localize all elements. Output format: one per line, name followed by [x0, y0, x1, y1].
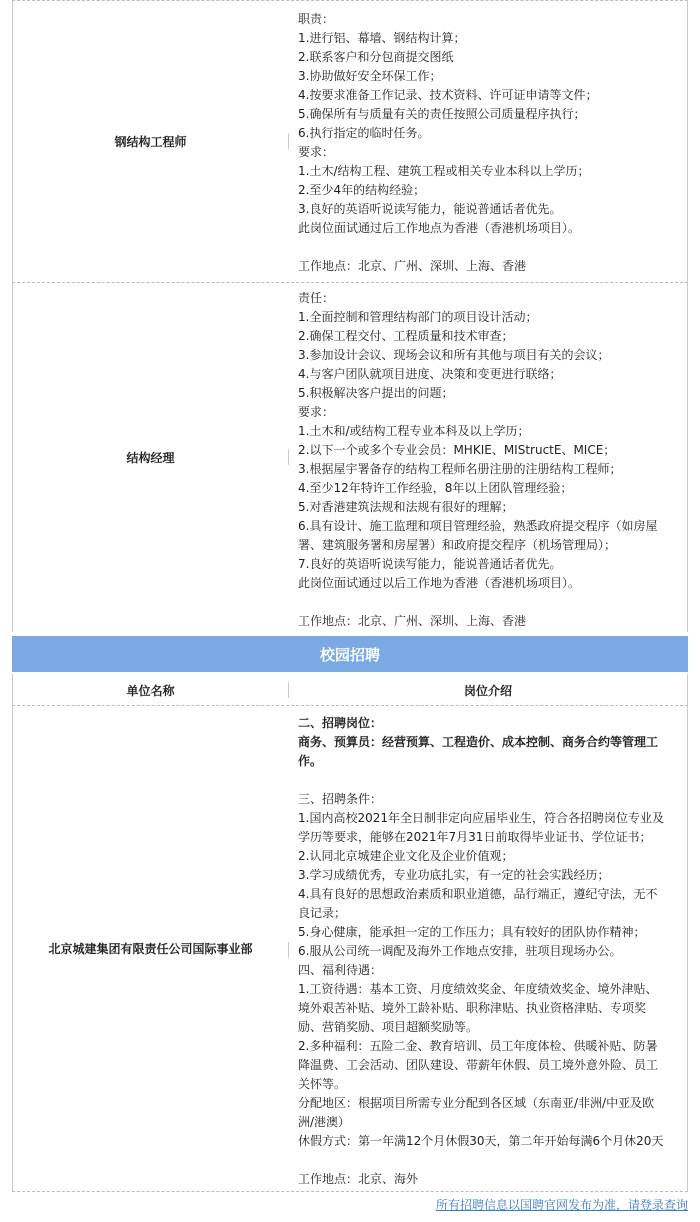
description-line: 6.具有设计、施工监理和项目管理经验，熟悉政府提交程序（如房屋 [298, 519, 658, 533]
description-line: 4.与客户团队就项目进度、决策和变更进行联络； [298, 367, 562, 381]
description-line: 2.至少4年的结构经验； [298, 183, 426, 197]
description-line: 7.良好的英语听说读写能力，能说普通话者优先。 [298, 557, 562, 571]
description-line: 1.国内高校2021年全日制非定向应届毕业生，符合各招聘岗位专业及 [298, 811, 664, 825]
column-divider [288, 449, 289, 465]
description-line: 6.服从公司统一调配及海外工作地点安排，驻项目现场办公。 [298, 944, 622, 958]
description-line: 署、建筑服务署和房屋署）和政府提交程序（机场管理局）； [298, 538, 617, 552]
description-line [298, 771, 681, 790]
campus-job-row [12, 706, 688, 1192]
description-line: 学历等要求，能够在2021年7月31日前取得毕业证书、学位证书； [298, 830, 652, 844]
description-line: 职责： [298, 12, 335, 26]
description-line: 2.以下一个或多个专业会员：MHKIE、MIStructE、MICE； [298, 443, 616, 457]
description-line [298, 593, 681, 612]
footer-query-link[interactable]: 所有招聘信息以国聘官网发布为准，请登录查询 [435, 1198, 688, 1212]
job-description [298, 10, 681, 276]
description-line: 2.多种福利：五险二金、教育培训、员工年度体检、供暖补贴、防暑 [298, 1039, 658, 1053]
campus-recruitment-banner: 校园招聘 [12, 636, 688, 672]
description-line: 5.确保所有与质量有关的责任按照公司质量程序执行； [298, 107, 586, 121]
description-line: 2.认同北京城建企业文化及企业价值观； [298, 849, 514, 863]
description-line: 休假方式：第一年满12个月休假30天，第二年开始每满6个月休20天 [298, 1134, 664, 1148]
description-line: 此岗位面试通过后工作地点为香港（香港机场项目）。 [298, 221, 581, 235]
description-line: 要求： [298, 405, 335, 419]
description-line: 6.执行指定的临时任务。 [298, 126, 430, 140]
description-line: 3.学习成绩优秀，专业功底扎实，有一定的社会实践经历； [298, 868, 610, 882]
description-line: 1.土木/结构工程、建筑工程或相关专业本科以上学历； [298, 164, 590, 178]
campus-job-description [298, 714, 681, 1189]
column-header-intro: 岗位介绍 [463, 683, 512, 698]
description-line: 3.参加设计会议、现场会议和所有其他与项目有关的会议； [298, 348, 610, 362]
description-line: 要求： [298, 145, 335, 159]
table-header [12, 674, 688, 706]
description-line: 3.良好的英语听说读写能力，能说普通话者优先。 [298, 202, 562, 216]
description-line: 关怀等。 [298, 1077, 347, 1091]
description-line: 1.全面控制和管理结构部门的项目设计活动； [298, 310, 538, 324]
description-line: 三、招聘条件： [298, 792, 383, 806]
position-title: 钢结构工程师 [114, 134, 187, 149]
description-line: 1.土木和/或结构工程专业本科及以上学历； [298, 424, 530, 438]
description-line: 5.积极解决客户提出的问题； [298, 386, 454, 400]
description-line: 此岗位面试通过以后工作地为香港（香港机场项目）。 [298, 576, 581, 590]
description-line: 工作地点：北京、海外 [298, 1172, 419, 1186]
description-line: 责任： [298, 291, 335, 305]
description-line: 2.确保工程交付、工程质量和技术审查； [298, 329, 514, 343]
description-line: 商务、预算员：经营预算、工程造价、成本控制、商务合约等管理工 [298, 735, 659, 749]
description-line: 工作地点：北京、广州、深圳、上海、香港 [298, 614, 527, 628]
description-line: 4.按要求准备工作记录、技术资料、许可证申请等文件； [298, 88, 598, 102]
description-line: 5.对香港建筑法规和法规有很好的理解； [298, 500, 514, 514]
description-line [298, 238, 681, 257]
description-line [298, 1151, 681, 1170]
description-line: 励、营销奖励、项目超额奖励等。 [298, 1020, 479, 1034]
description-line: 作。 [298, 754, 323, 768]
column-divider [288, 942, 289, 958]
job-row-structural-manager [12, 283, 688, 632]
description-line: 1.进行铝、幕墙、钢结构计算； [298, 31, 466, 45]
description-line: 境外艰苦补贴、境外工龄补贴、职称津贴、执业资格津贴、专项奖 [298, 1001, 647, 1015]
description-line: 良记录； [298, 906, 347, 920]
description-line: 分配地区：根据项目所需专业分配到各区域（东南亚/非洲/中亚及欧 [298, 1096, 655, 1110]
position-title: 结构经理 [126, 451, 175, 465]
description-line: 4.具有良好的思想政治素质和职业道德，品行端正，遵纪守法，无不 [298, 887, 658, 901]
description-line: 二、招聘岗位： [298, 716, 383, 730]
description-line: 洲/港澳） [298, 1115, 351, 1129]
job-description [298, 289, 681, 631]
description-line: 1.工资待遇：基本工资、月度绩效奖金、年度绩效奖金、境外津贴、 [298, 982, 658, 996]
description-line: 2.联系客户和分包商提交图纸 [298, 50, 454, 64]
description-line: 4.至少12年特许工作经验，8年以上团队管理经验； [298, 481, 573, 495]
description-line: 5.身心健康，能承担一定的工作压力；具有较好的团队协作精神； [298, 925, 646, 939]
unit-name: 北京城建集团有限责任公司国际事业部 [48, 942, 253, 956]
description-line: 工作地点：北京、广州、深圳、上海、香港 [298, 259, 527, 273]
column-divider [288, 133, 289, 149]
job-row-steel-engineer [12, 0, 688, 283]
description-line: 降温费、工会活动、团队建设、带薪年休假、员工境外意外险、员工 [298, 1058, 659, 1072]
column-header-unit: 单位名称 [126, 683, 175, 698]
description-line: 四、福利待遇： [298, 963, 383, 977]
description-line: 3.根据屋宇署备存的结构工程师名册注册的注册结构工程师； [298, 462, 622, 476]
description-line: 3.协助做好安全环保工作； [298, 69, 442, 83]
